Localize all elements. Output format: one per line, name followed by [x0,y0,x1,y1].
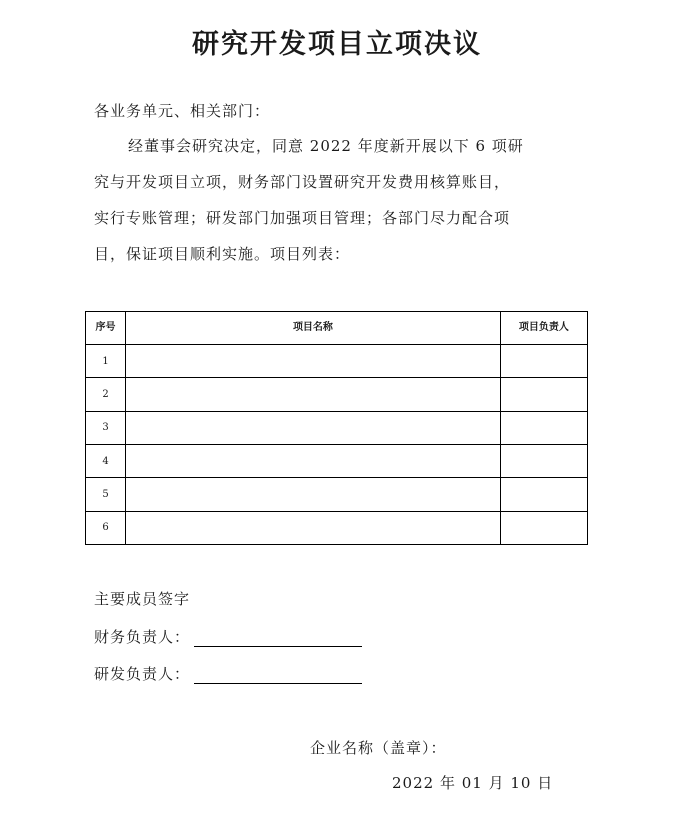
table-row [86,345,588,378]
body-line: 实行专账管理；研发部门加强项目管理；各部门尽力配合项 [94,209,511,227]
project-name-cell[interactable] [126,444,501,477]
body-line: 经董事会研究决定，同意 2022 年度新开展以下 6 项研 [128,137,524,155]
row-number: 3 [86,411,126,444]
signatures-heading: 主要成员签字 [94,590,191,608]
row-number: 2 [86,378,126,411]
table-row [86,478,588,511]
rd-signature-line[interactable] [194,667,362,684]
salutation: 各业务单元、相关部门： [94,102,271,120]
table-row [86,511,588,544]
project-name-cell[interactable] [126,511,501,544]
project-owner-cell[interactable] [500,511,587,544]
project-name-cell[interactable] [126,411,501,444]
project-owner-cell[interactable] [500,478,587,511]
finance-label: 财务负责人： [94,628,191,646]
table-row [86,411,588,444]
project-owner-cell[interactable] [500,444,587,477]
project-name-cell[interactable] [126,378,501,411]
body-line: 目，保证项目顺利实施。项目列表： [94,245,351,263]
table-row [86,444,588,477]
finance-signature-row [94,626,362,647]
rd-label: 研发负责人： [94,665,191,683]
header-no: 序号 [86,312,126,345]
project-list-table [85,311,588,545]
project-owner-cell[interactable] [500,378,587,411]
document-title: 研究开发项目立项决议 [192,29,482,60]
header-project-owner: 项目负责人 [500,312,587,345]
company-seal-label: 企业名称（盖章）： [310,739,447,757]
row-number: 4 [86,444,126,477]
project-owner-cell[interactable] [500,411,587,444]
table-header-row [86,312,588,345]
finance-signature-line[interactable] [194,630,362,647]
rd-signature-row [94,663,362,684]
project-owner-cell[interactable] [500,345,587,378]
row-number: 6 [86,511,126,544]
body-line: 究与开发项目立项，财务部门设置研究开发费用核算账目， [94,173,511,191]
table-row [86,378,588,411]
row-number: 1 [86,345,126,378]
body-paragraph [94,128,584,272]
row-number: 5 [86,478,126,511]
document-date: 2022 年 01 月 10 日 [392,774,554,792]
project-name-cell[interactable] [126,478,501,511]
project-name-cell[interactable] [126,345,501,378]
header-project-name: 项目名称 [126,312,501,345]
